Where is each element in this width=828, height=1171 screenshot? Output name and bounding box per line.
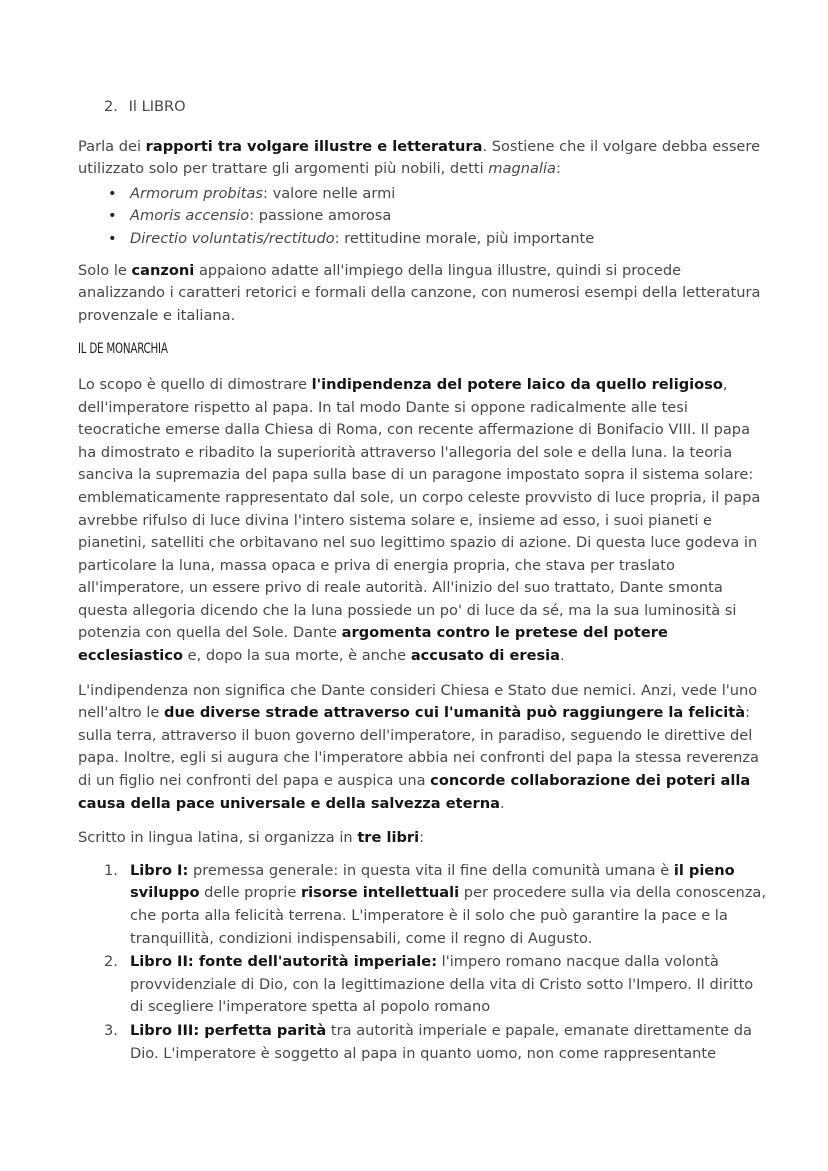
paragraph-scritto xyxy=(78,827,768,850)
latin-term: Armorum probitas xyxy=(130,184,264,202)
bold-run: l'indipendenza del potere laico da quello religioso xyxy=(311,375,723,393)
bold-run: accusato di eresia xyxy=(410,647,561,665)
list-item xyxy=(78,228,768,251)
bold-run: canzoni xyxy=(131,261,195,279)
bold-run: concorde collaborazione dei poteri alla causa della pace universale e della salvezza eterna xyxy=(78,772,751,812)
book-label: Libro I: xyxy=(130,861,189,879)
book-item xyxy=(78,951,768,1019)
book-heading-title: Il LIBRO xyxy=(128,98,186,115)
text-run: delle proprie xyxy=(199,884,301,902)
bold-run: due diverse strade attraverso cui l'umanità può raggiungere la felicità xyxy=(164,704,746,722)
text-run: premessa generale: in questa vita il fine della comunità umana è xyxy=(188,861,674,879)
bold-run: tre libri xyxy=(357,829,420,847)
italic-run: magnalia xyxy=(488,160,556,178)
text-run: Scritto in lingua latina, si organizza in xyxy=(78,829,358,847)
book-label: Libro III: perfetta parità xyxy=(130,1021,327,1039)
text-run: Lo scopo è quello di dimostrare xyxy=(78,375,312,393)
list-item xyxy=(78,183,768,206)
bold-run: il pieno sviluppo xyxy=(130,861,735,902)
term-definition: : passione amorosa xyxy=(249,207,392,225)
book-item xyxy=(78,860,768,950)
term-definition: : valore nelle armi xyxy=(263,184,396,202)
book-heading xyxy=(78,96,768,119)
text-run: tra autorità imperiale e papale, emanate direttamente da Dio. L'imperatore è soggetto al papa in quanto uomo, non come rappresentante xyxy=(130,1021,752,1062)
term-definition: : rettitudine morale, più importante xyxy=(334,229,595,247)
text-run: . xyxy=(560,647,565,665)
text-run: e, dopo la sua morte, è anche xyxy=(182,647,411,665)
text-run: : xyxy=(419,829,425,847)
bold-run: risorse intellettuali xyxy=(300,884,460,902)
text-run: : sulla terra, attraverso il buon governo dell'imperatore, in paradiso, seguendo le direttive del papa. Inoltre, egli si augura che l'imperatore abbia nei confronti del papa la stessa reverenza di un figlio nei confronti del papa e auspica una xyxy=(78,704,759,790)
item-number: 3. xyxy=(104,1021,118,1039)
paragraph-scopo xyxy=(78,374,768,668)
section-title: IL DE MONARCHIA xyxy=(78,341,168,358)
text-run: Parla dei xyxy=(78,137,146,155)
bold-run: rapporti tra volgare illustre e letteratura xyxy=(145,137,483,155)
book-label: Libro II: fonte dell'autorità imperiale: xyxy=(130,953,438,971)
text-run: : xyxy=(555,160,561,178)
paragraph-volgare xyxy=(78,136,768,181)
text-run: , dell'imperatore rispetto al papa. In tal modo Dante si oppone radicalmente alle tesi teocratiche emerse dalla Chiesa di Roma, con recente affermazione di Bonifacio VIII. Il papa ha dimostrato e ribadito la superiorità attraverso l'allegoria del sole e della luna. la teoria sanciva la supremazia del papa sulla base di un paragone impostato sopra il sistema solare: emblematicamente rappresentato dal sole, un corpo celeste provvisto di luce propria, il papa avrebbe rifulso di luce divina l'intero sistema solare e, insieme ad esso, i suoi pianeti e pianetini, satelliti che orbitavano nel suo legittimo spazio di azione. Di questa luce godeva in particolare la luna, massa opaca e priva di energia propria, che stava per traslato all'imperatore, un essere privo di reale autorità. All'inizio del suo trattato, Dante smonta questa allegoria dicendo che la luna possiede un po' di luce da sé, ma la sua luminosità si potenzia con quella del Sole. Dante xyxy=(78,375,761,642)
latin-term: Directio voluntatis/rectitudo xyxy=(130,229,335,247)
item-number: 2. xyxy=(104,953,118,971)
item-number: 1. xyxy=(104,861,118,879)
text-run: appaiono adatte all'impiego della lingua illustre, quindi si procede analizzando i caratteri retorici e formali della canzone, con numerosi esempi della letteratura provenzale e italiana. xyxy=(78,261,761,324)
book-heading-number: 2. xyxy=(104,98,118,115)
latin-term: Amoris accensio xyxy=(130,207,250,225)
text-run: L'indipendenza non significa che Dante consideri Chiesa e Stato due nemici. Anzi, vede l'uno nell'altro le xyxy=(78,681,758,722)
paragraph-canzoni xyxy=(78,260,768,328)
text-run: . Sostiene che il volgare debba essere utilizzato solo per trattare gli argomenti più nobili, detti xyxy=(78,137,761,178)
book-item xyxy=(78,1020,768,1065)
books-list xyxy=(78,860,768,1065)
list-item xyxy=(78,205,768,228)
bold-run: argomenta contro le pretese del potere ecclesiastico xyxy=(78,624,668,665)
text-run: l'impero romano nacque dalla volontà provvidenziale di Dio, con la legittimazione della vita di Cristo sotto l'Impero. Il diritto di scegliere l'imperatore spetta al popolo romano xyxy=(130,953,754,1016)
text-run: per procedere sulla via della conoscenza, che porta alla felicità terrena. L'imperatore è il solo che può garantire la pace e la tranquillità, condizioni indispensabili, come il regno di Augusto. xyxy=(130,884,766,947)
paragraph-indipendenza xyxy=(78,680,768,816)
text-run: Solo le xyxy=(78,261,132,279)
magnalia-list xyxy=(78,183,768,251)
text-run: . xyxy=(499,794,505,812)
